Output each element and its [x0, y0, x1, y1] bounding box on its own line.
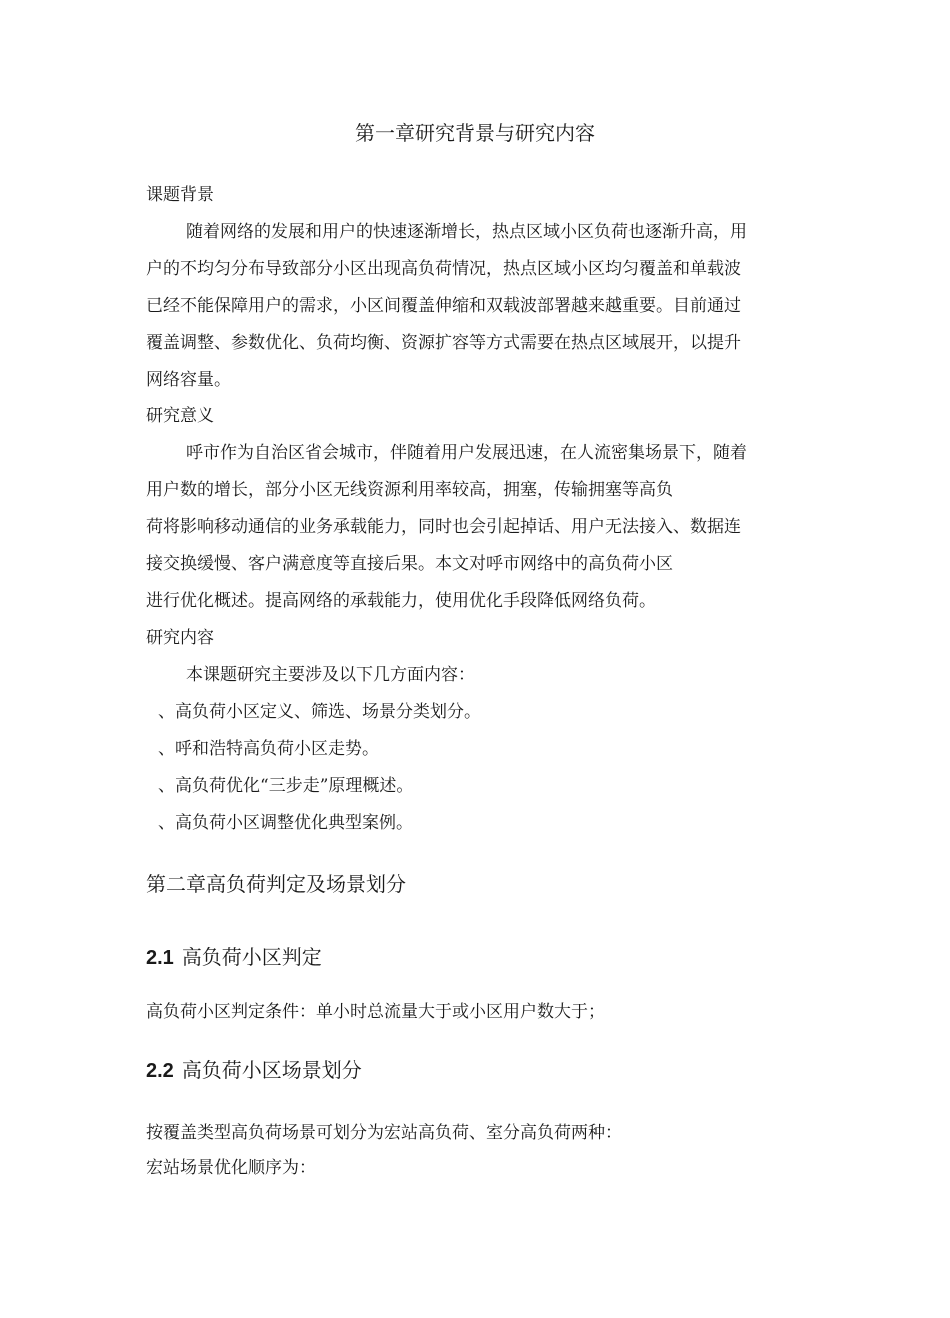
section-number: 2.2	[146, 1060, 174, 1082]
content-heading: 研究内容	[146, 628, 214, 648]
significance-paragraph-line: 呼市作为自治区省会城市，伴随着用户发展迅速，在人流密集场景下，随着	[186, 443, 747, 463]
section-2-1-heading	[146, 944, 322, 971]
background-heading: 课题背景	[146, 185, 214, 205]
section-number: 2.1	[146, 947, 174, 969]
content-list-item: 、呼和浩特高负荷小区走势。	[158, 739, 379, 759]
background-paragraph-line: 已经不能保障用户的需求，小区间覆盖伸缩和双载波部署越来越重要。目前通过	[146, 296, 741, 316]
section-title: 高负荷小区场景划分	[181, 1058, 362, 1082]
background-paragraph-line: 户的不均匀分布导致部分小区出现高负荷情况，热点区域小区均匀覆盖和单载波	[146, 259, 741, 279]
significance-paragraph-line: 接交换缓慢、客户满意度等直接后果。本文对呼市网络中的高负荷小区	[146, 554, 673, 574]
significance-heading: 研究意义	[146, 406, 214, 426]
section-title: 高负荷小区判定	[181, 945, 322, 969]
chapter-2-title: 第二章高负荷判定及场景划分	[146, 872, 406, 896]
content-list-item: 、高负荷优化“三步走”原理概述。	[158, 776, 414, 796]
background-paragraph-line: 网络容量。	[146, 370, 231, 390]
section-2-2-heading	[146, 1057, 362, 1084]
section-2-2-paragraph-line: 宏站场景优化顺序为：	[146, 1158, 316, 1178]
significance-paragraph-line: 进行优化概述。提高网络的承载能力，使用优化手段降低网络负荷。	[146, 591, 656, 611]
background-paragraph-line: 覆盖调整、参数优化、负荷均衡、资源扩容等方式需要在热点区域展开，以提升	[146, 333, 741, 353]
significance-paragraph-line: 荷将影响移动通信的业务承载能力，同时也会引起掉话、用户无法接入、数据连	[146, 517, 741, 537]
background-paragraph-line: 随着网络的发展和用户的快速逐渐增长，热点区域小区负荷也逐渐升高，用	[186, 222, 747, 242]
significance-paragraph-line: 用户数的增长，部分小区无线资源利用率较高，拥塞，传输拥塞等高负	[146, 480, 673, 500]
chapter-1-title: 第一章研究背景与研究内容	[355, 121, 595, 145]
section-2-1-text: 高负荷小区判定条件：单小时总流量大于或小区用户数大于；	[146, 1002, 605, 1022]
content-list-item: 、高负荷小区定义、筛选、场景分类划分。	[158, 702, 481, 722]
content-intro: 本课题研究主要涉及以下几方面内容：	[186, 665, 475, 685]
content-list-item: 、高负荷小区调整优化典型案例。	[158, 813, 413, 833]
section-2-2-paragraph-line: 按覆盖类型高负荷场景可划分为宏站高负荷、室分高负荷两种：	[146, 1123, 622, 1143]
